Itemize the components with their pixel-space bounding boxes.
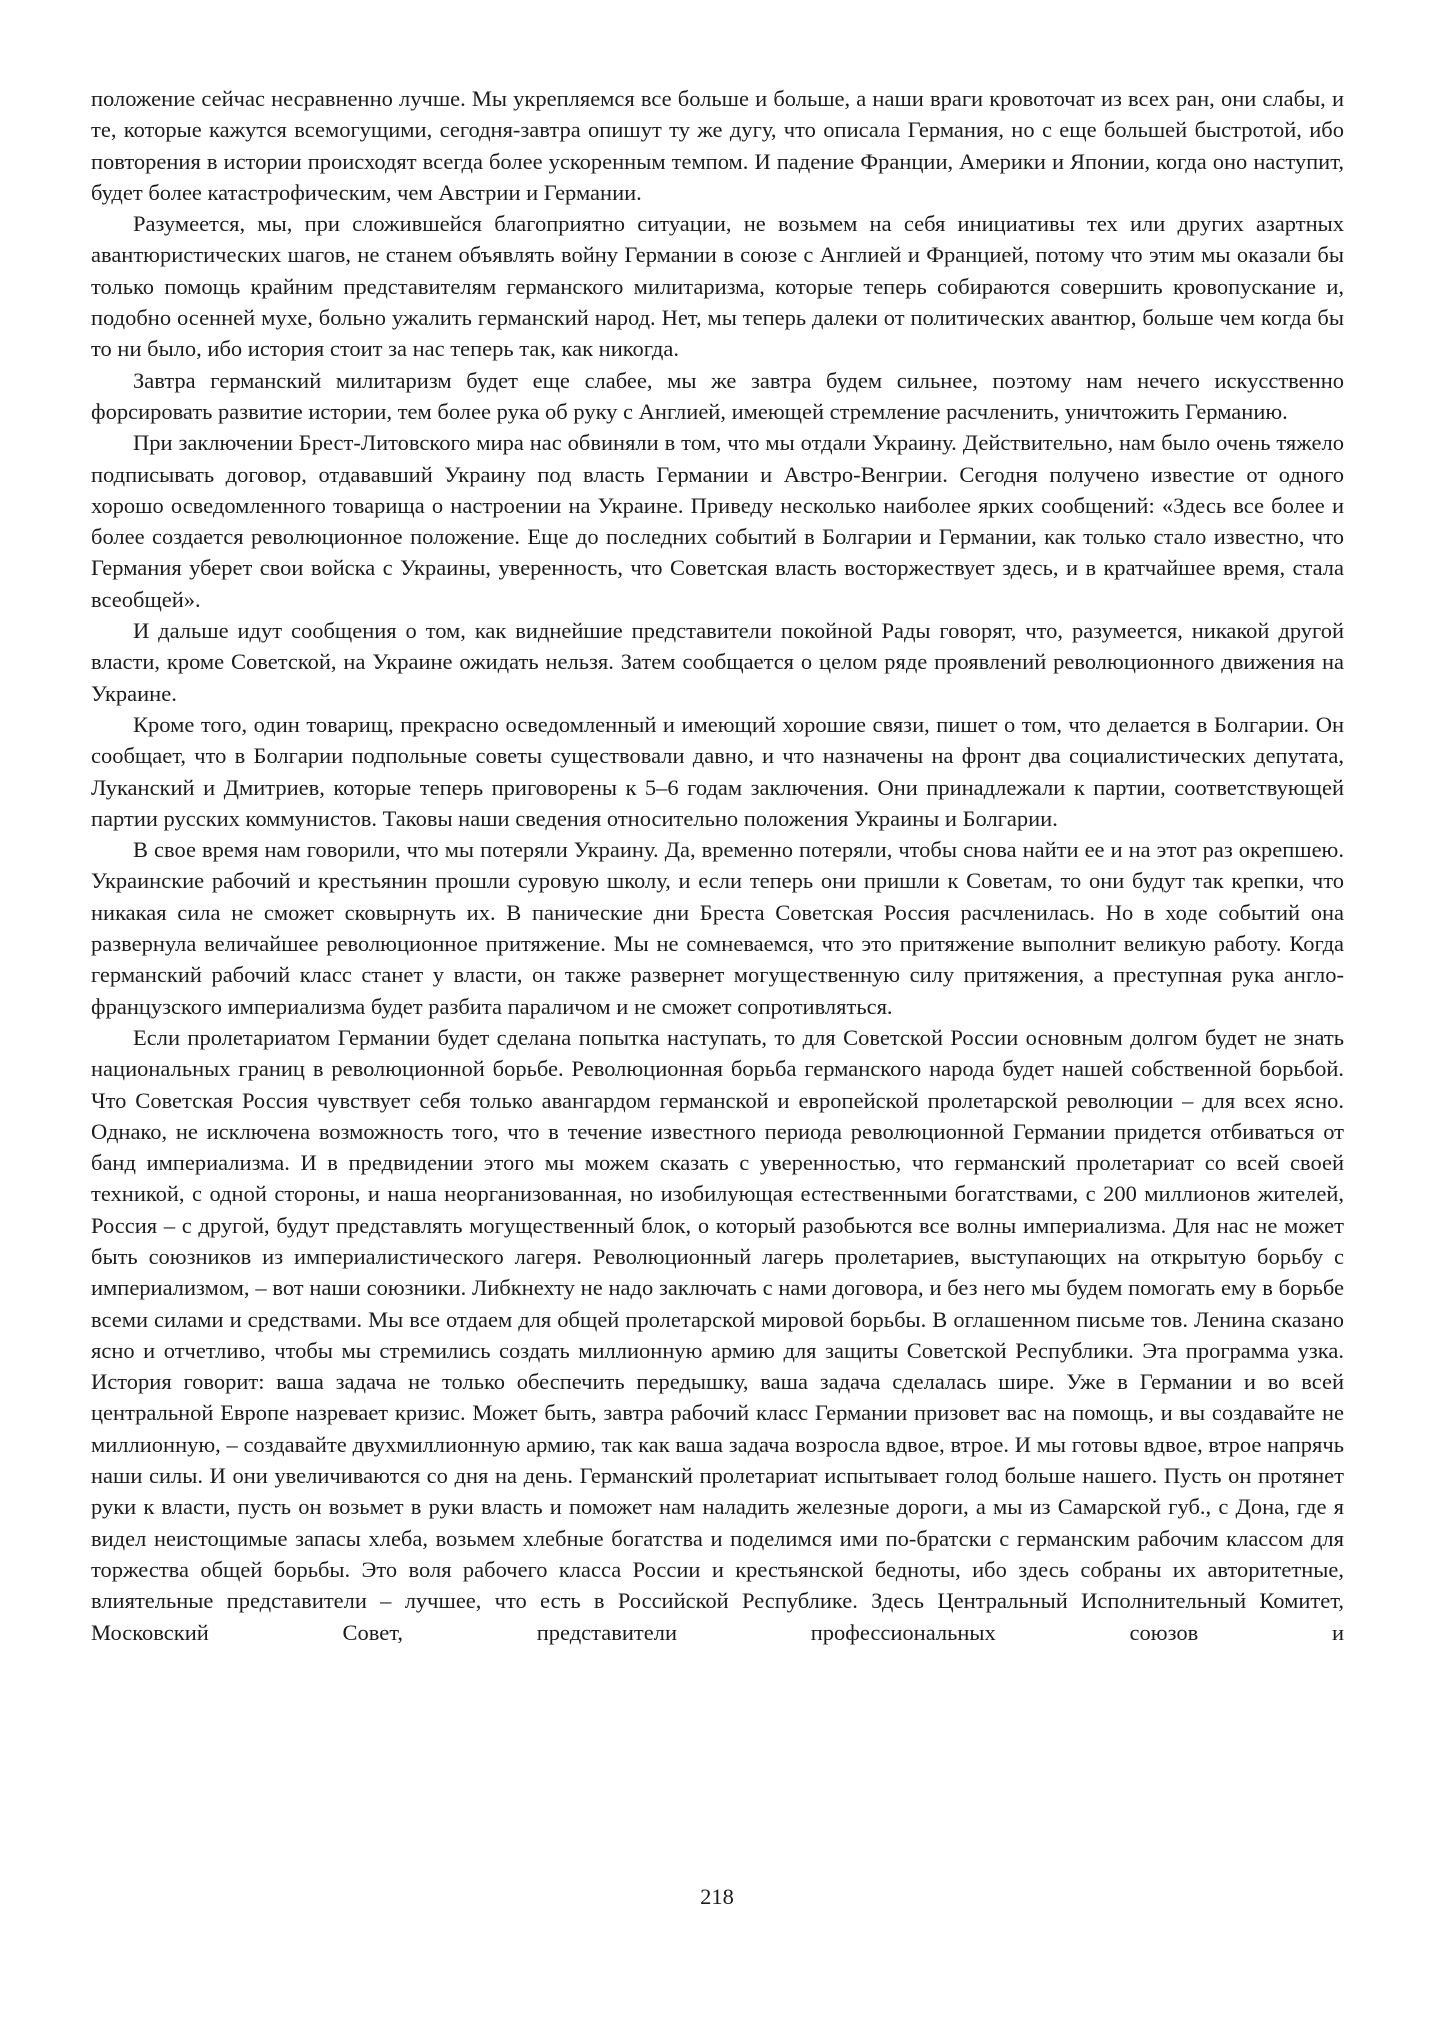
paragraph-8: Если пролетариатом Германии будет сделана попытка наступать, то для Советской России основным долгом будет не знать национальных границ в революционной борьбе. Революционная борьба германского народа будет нашей собственной борьбой. Что Советская Россия чувствует себя только авангардом германской и европейской пролетарской революции – для всех ясно. Однако, не исключена возможность того, что в течение известного периода революционной Германии придется отбиваться от банд империализма. И в предвидении этого мы можем сказать с уверенностью, что германский пролетариат со всей своей техникой, с одной стороны, и наша неорганизованная, но изобилующая естественными богатствами, с 200 миллионов жителей, Россия – с другой, будут представлять могущественный блок, о который разобьются все волны империализма. Для нас не может быть союзников из империалистического лагеря. Революционный лагерь пролетариев, выступающих на открытую борьбу с империализмом, – вот наши союзники. Либкнехту не надо заключать с нами договора, и без него мы будем помогать ему в борьбе всеми силами и средствами. Мы все отдаем для общей пролетарской мировой борьбы. В оглашенном письме тов. Ленина сказано ясно и отчетливо, чтобы мы стремились создать миллионную армию для защиты Советской Республики. Эта программа узка. История говорит: ваша задача не только обеспечить передышку, ваша задача сделалась шире. Уже в Германии и во всей центральной Европе назревает кризис. Может быть, завтра рабочий класс Германии призовет вас на помощь, и вы создавайте не миллионную, – создавайте двухмиллионную армию, так как ваша задача возросла вдвое, втрое. И мы готовы вдвое, втрое напрячь наши силы. И они увеличиваются со дня на день. Германский пролетариат испытывает голод больше нашего. Пусть он протянет руки к власти, пусть он возьмет в руки власть и поможет нам наладить железные дороги, а мы из Самарской губ., с Дона, где я видел неистощимые запасы хлеба, возьмем хлебные богатства и поделимся ими по-братски с германским рабочим классом для торжества общей борьбы. Это воля рабочего класса России и крестьянской бедноты, ибо здесь собраны их авторитетные, влиятельные представители – лучшее, что есть в Российской Республике. Здесь Центральный Исполнительный Комитет, Московский Совет, представители профессиональных союзов и [91, 1024, 1344, 1645]
paragraph-1: положение сейчас несравненно лучше. Мы укрепляемся все больше и больше, а наши враги кровоточат из всех ран, они слабы, и те, которые кажутся всемогущими, сегодня-завтра опишут ту же дугу, что описала Германия, но с еще большей быстротой, ибо повторения в истории происходят всегда более ускоренным темпом. И падение Франции, Америки и Японии, когда оно наступит, будет более катастрофическим, чем Австрии и Германии. [91, 86, 1344, 205]
paragraph-4: При заключении Брест-Литовского мира нас обвиняли в том, что мы отдали Украину. Действительно, нам было очень тяжело подписывать договор, отдававший Украину под власть Германии и Австро-Венгрии. Сегодня получено известие от одного хорошо осведомленного товарища о настроении на Украине. Приведу несколько наиболее ярких сообщений: «Здесь все более и более создается революционное положение. Еще до последних событий в Болгарии и Германии, как только стало известно, что Германия уберет свои войска с Украины, уверенность, что Советская власть восторжествует здесь, и в кратчайшее время, стала всеобщей». [91, 430, 1344, 612]
page-number: 218 [700, 1884, 734, 1909]
paragraph-6: Кроме того, один товарищ, прекрасно осведомленный и имеющий хорошие связи, пишет о том, что делается в Болгарии. Он сообщает, что в Болгарии подпольные советы существовали давно, и что назначены на фронт два социалистических депутата, Луканский и Дмитриев, которые теперь приговорены к 5–6 годам заключения. Они принадлежали к партии, соответствующей партии русских коммунистов. Таковы наши сведения относительно положения Украины и Болгарии. [91, 711, 1344, 831]
paragraph-5: И дальше идут сообщения о том, как виднейшие представители покойной Рады говорят, что, разумеется, никакой другой власти, кроме Советской, на Украине ожидать нельзя. Затем сообщается о целом ряде проявлений революционного движения на Украине. [91, 618, 1344, 706]
paragraph-3: Завтра германский милитаризм будет еще слабее, мы же завтра будем сильнее, поэтому нам нечего искусственно форсировать развитие истории, тем более рука об руку с Англией, имеющей стремление расчленить, уничтожить Германию. [91, 367, 1344, 424]
page-text-body [91, 83, 1344, 1648]
paragraph-2: Разумеется, мы, при сложившейся благоприятно ситуации, не возьмем на себя инициативы тех или других азартных авантюристических шагов, не станем объявлять войну Германии в союзе с Англией и Францией, потому что этим мы оказали бы только помощь крайним представителям германского милитаризма, которые теперь собираются совершить кровопускание и, подобно осенней мухе, больно ужалить германский народ. Нет, мы теперь далеки от политических авантюр, больше чем когда бы то ни было, ибо история стоит за нас теперь так, как никогда. [91, 211, 1344, 362]
paragraph-7: В свое время нам говорили, что мы потеряли Украину. Да, временно потеряли, чтобы снова найти ее и на этот раз окрепшею. Украинские рабочий и крестьянин прошли суровую школу, и если теперь они пришли к Советам, то они будут так крепки, что никакая сила не сможет сковырнуть их. В панические дни Бреста Советская Россия расчленилась. Но в ходе событий она развернула величайшее революционное притяжение. Мы не сомневаемся, что это притяжение выполнит великую работу. Когда германский рабочий класс станет у власти, он также развернет могущественную силу притяжения, а преступная рука англо-французского империализма будет разбита параличом и не сможет сопротивляться. [91, 837, 1344, 1019]
